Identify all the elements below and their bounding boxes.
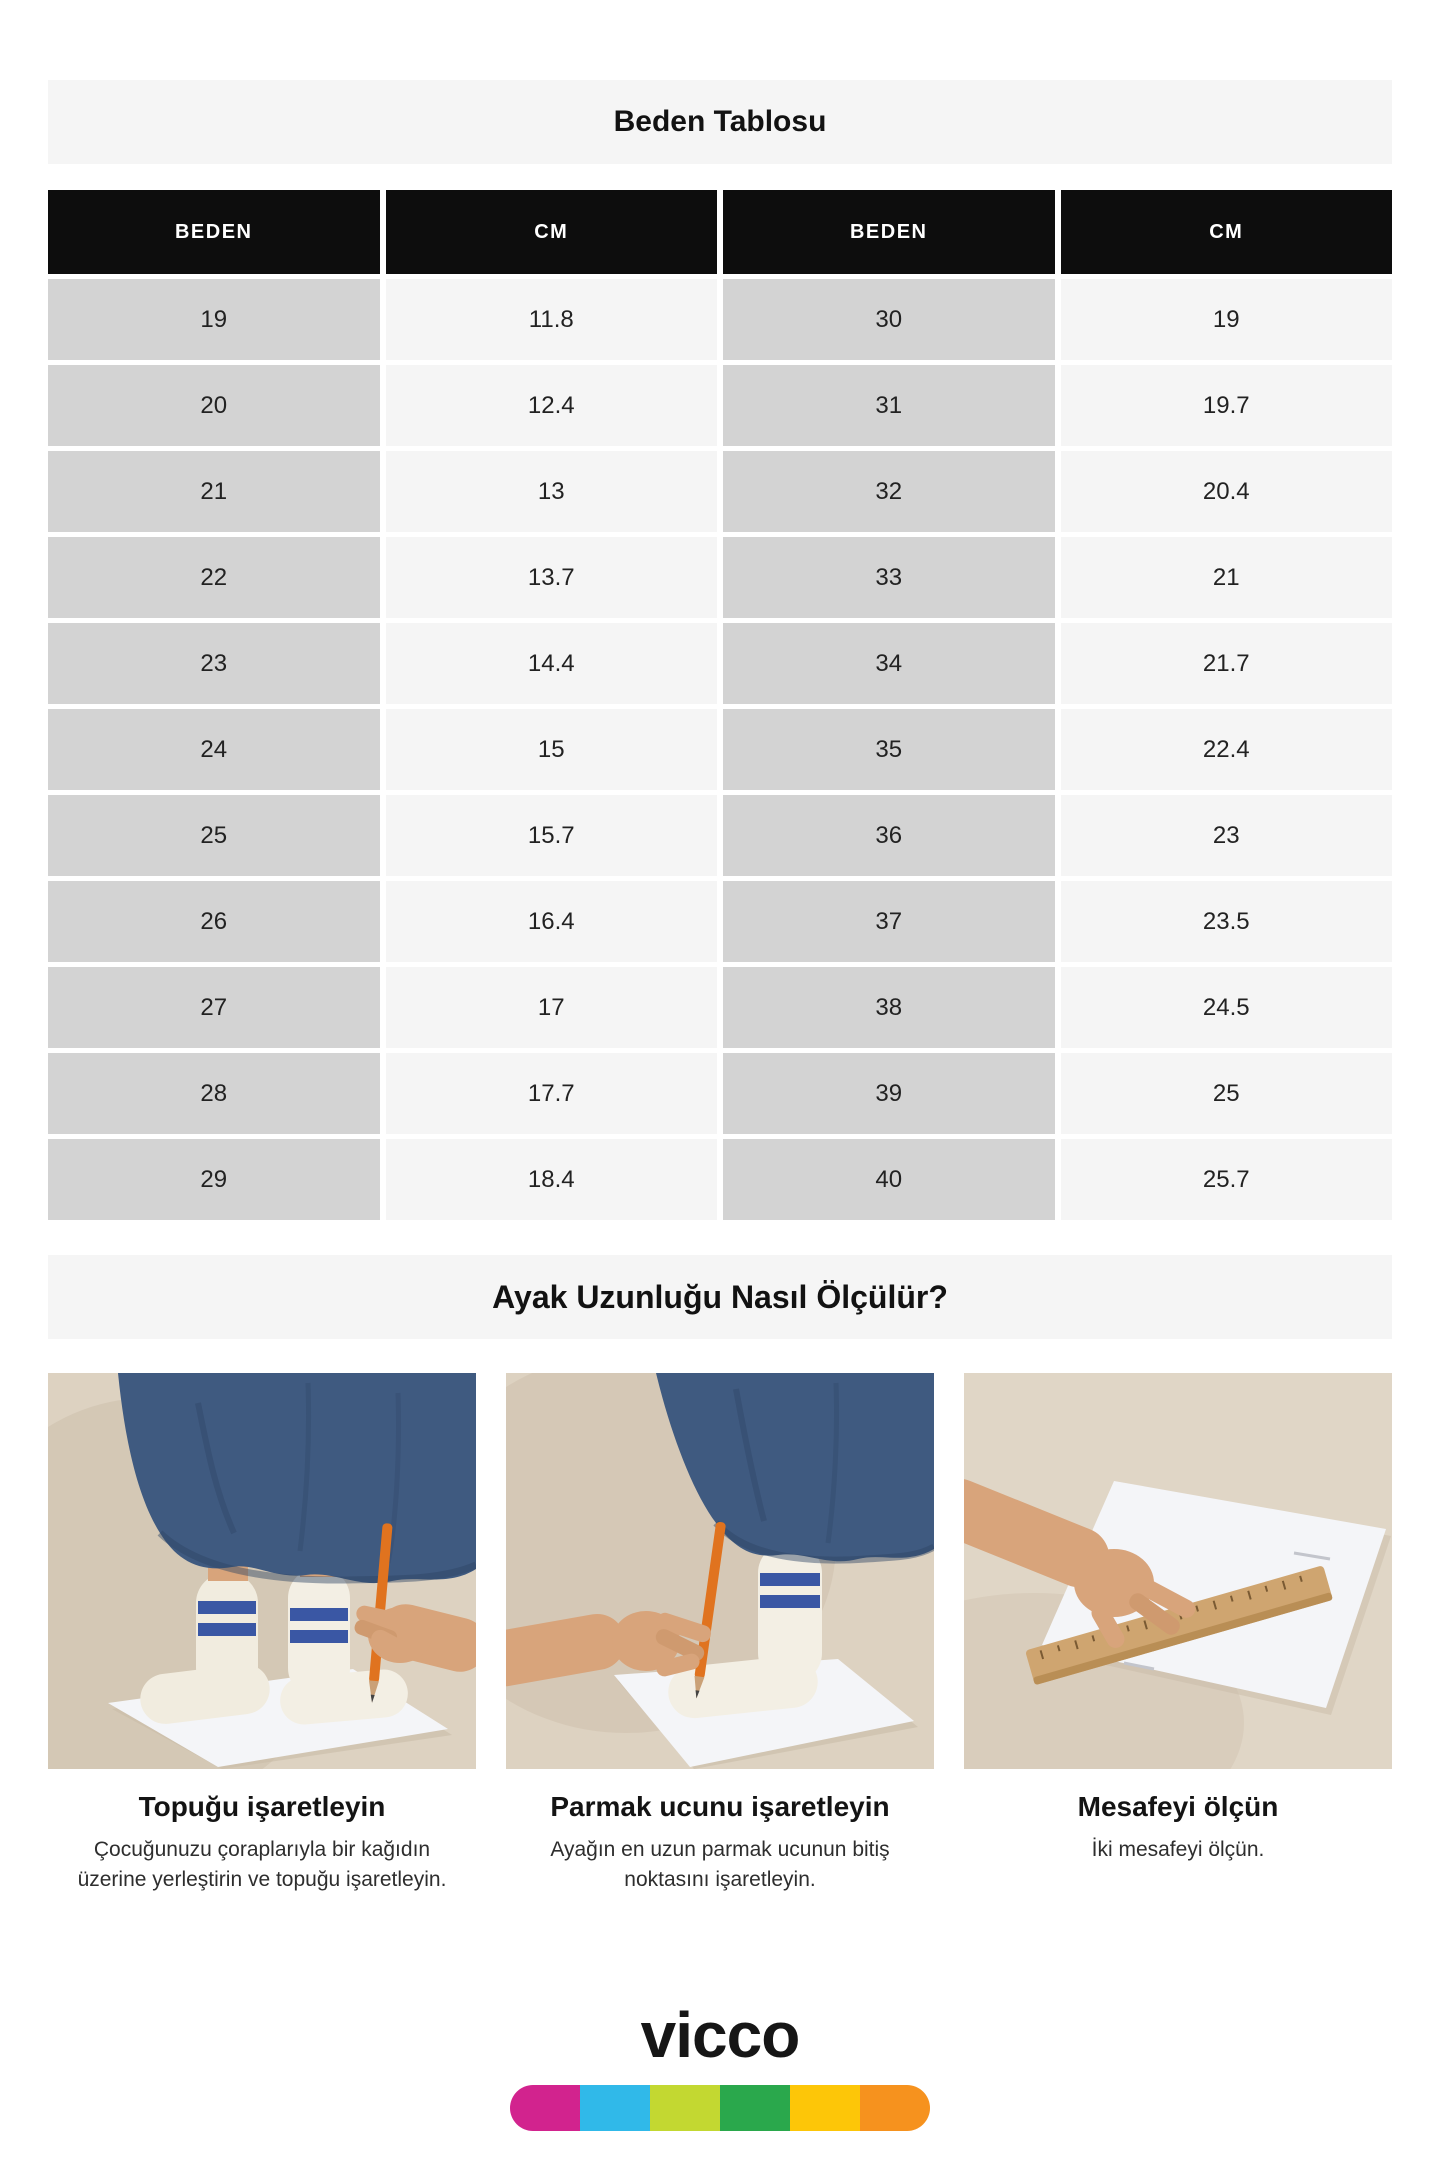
size-cell: 40 <box>723 1139 1055 1220</box>
step-caption <box>964 1791 1392 1896</box>
size-cell: 21 <box>48 451 380 532</box>
cm-cell: 20.4 <box>1061 451 1393 532</box>
size-cell: 38 <box>723 967 1055 1048</box>
size-cell: 31 <box>723 365 1055 446</box>
cm-cell: 17.7 <box>386 1053 718 1134</box>
cm-cell: 16.4 <box>386 881 718 962</box>
cm-cell: 14.4 <box>386 623 718 704</box>
cm-cell: 19.7 <box>1061 365 1393 446</box>
size-cell: 27 <box>48 967 380 1048</box>
step-description: Çocuğunuzu çoraplarıyla bir kağıdın üzerine yerleştirin ve topuğu işaretleyin. <box>77 1838 447 1892</box>
cm-cell: 24.5 <box>1061 967 1393 1048</box>
measure-distance-photo <box>964 1373 1392 1769</box>
cm-cell: 11.8 <box>386 279 718 360</box>
size-table <box>48 190 1392 1220</box>
brand-bar-segment <box>790 2085 860 2131</box>
size-chart-title: Beden Tablosu <box>613 105 827 138</box>
cm-table-header: CM <box>386 190 718 274</box>
cm-cell: 21 <box>1061 537 1393 618</box>
mark-toe-photo <box>506 1373 934 1769</box>
cm-cell: 23 <box>1061 795 1393 876</box>
brand-bar-segment <box>580 2085 650 2131</box>
step-caption <box>506 1791 934 1896</box>
brand-footer <box>48 1998 1392 2131</box>
step-title: Topuğu işaretleyin <box>138 1791 386 1822</box>
how-to-captions <box>48 1791 1392 1896</box>
cm-cell: 25 <box>1061 1053 1393 1134</box>
size-cell: 23 <box>48 623 380 704</box>
brand-logo: vicco <box>640 1998 800 2071</box>
step-title: Parmak ucunu işaretleyin <box>550 1791 890 1822</box>
size-cell: 32 <box>723 451 1055 532</box>
size-cell: 19 <box>48 279 380 360</box>
cm-cell: 13.7 <box>386 537 718 618</box>
brand-color-bar <box>510 2085 930 2131</box>
cm-cell: 23.5 <box>1061 881 1393 962</box>
cm-cell: 25.7 <box>1061 1139 1393 1220</box>
size-cell: 37 <box>723 881 1055 962</box>
brand-bar-segment <box>720 2085 790 2131</box>
step-caption <box>48 1791 476 1896</box>
brand-bar-segment <box>860 2085 930 2131</box>
brand-bar-segment <box>510 2085 580 2131</box>
size-cell: 25 <box>48 795 380 876</box>
size-cell: 33 <box>723 537 1055 618</box>
step-description: İki mesafeyi ölçün. <box>1091 1838 1265 1861</box>
cm-cell: 13 <box>386 451 718 532</box>
cm-cell: 21.7 <box>1061 623 1393 704</box>
size-chart-title-panel <box>48 80 1392 164</box>
size-cell: 20 <box>48 365 380 446</box>
size-cell: 28 <box>48 1053 380 1134</box>
page-content <box>48 80 1392 2131</box>
size-cell: 39 <box>723 1053 1055 1134</box>
size-table-header: BEDEN <box>48 190 380 274</box>
size-cell: 35 <box>723 709 1055 790</box>
size-cell: 26 <box>48 881 380 962</box>
size-cell: 36 <box>723 795 1055 876</box>
cm-cell: 22.4 <box>1061 709 1393 790</box>
how-to-photos <box>48 1373 1392 1769</box>
brand-bar-segment <box>650 2085 720 2131</box>
cm-cell: 18.4 <box>386 1139 718 1220</box>
cm-cell: 12.4 <box>386 365 718 446</box>
size-cell: 22 <box>48 537 380 618</box>
cm-table-header: CM <box>1061 190 1393 274</box>
size-cell: 24 <box>48 709 380 790</box>
size-cell: 30 <box>723 279 1055 360</box>
size-cell: 29 <box>48 1139 380 1220</box>
cm-cell: 15.7 <box>386 795 718 876</box>
cm-cell: 19 <box>1061 279 1393 360</box>
step-description: Ayağın en uzun parmak ucunun bitiş noktasını işaretleyin. <box>550 1838 890 1892</box>
step-title: Mesafeyi ölçün <box>1077 1791 1279 1822</box>
size-cell: 34 <box>723 623 1055 704</box>
how-to-title: Ayak Uzunluğu Nasıl Ölçülür? <box>492 1278 948 1315</box>
size-table-header: BEDEN <box>723 190 1055 274</box>
cm-cell: 15 <box>386 709 718 790</box>
how-to-title-panel <box>48 1255 1392 1339</box>
cm-cell: 17 <box>386 967 718 1048</box>
mark-heel-photo <box>48 1373 476 1769</box>
